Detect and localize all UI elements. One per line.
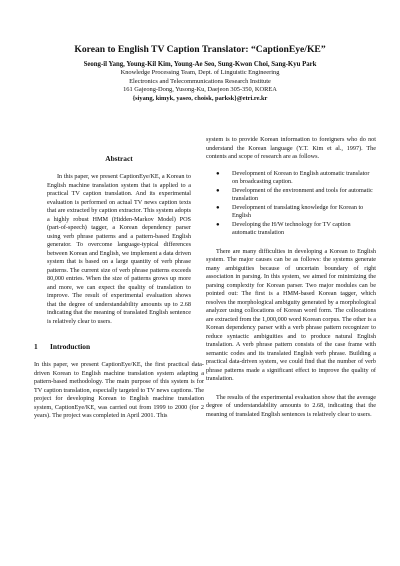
- scope-list: [206, 170, 376, 238]
- results-paragraph: The results of the experimental evaluation show that the average degree of understandability amounts to 2.68, indicating that the meaning of translated English sentences is relatively clear to users.: [206, 393, 376, 418]
- section-title: Introduction: [50, 342, 91, 351]
- list-item: ● Development of translating knowledge for Korean to English: [216, 203, 364, 219]
- bullet-icon: ●: [216, 221, 220, 228]
- bullet-icon: ●: [216, 187, 220, 194]
- introduction-paragraph: In this paper, we present CaptionEye/KE, the first practical data-driven Korean to English machine translation system adapting a pattern-based methodology. The main purpose of this system is for TV caption translation, especially targeted to TV news captions. The project for developing Korean to English machine translation system, CaptionEye/KE, was carried out from 1999 to 2000 (for 2 years). The project was completed in April 2001. This: [34, 361, 204, 419]
- author-emails: {siyang, kimyk, yaseo, choisk, parksk}@etri.re.kr: [132, 94, 268, 102]
- list-item: ● Developing the H/W technology for TV caption automatic translation: [216, 220, 351, 236]
- left-column: [34, 136, 204, 421]
- affiliation-team: Knowledge Processing Team, Dept. of Linguistic Engineering: [120, 69, 280, 76]
- author-list: Seong-il Yang, Young-Kil Kim, Young-Ae Seo, Sung-Kwon Choi, Sang-Kyu Park: [83, 61, 317, 68]
- bullet-icon: ●: [216, 170, 220, 177]
- paper-title: Korean to English TV Caption Translator: “CaptionEye/KE”: [74, 44, 326, 55]
- bullet-icon: ●: [216, 204, 220, 211]
- list-item: ● Development of the environment and tools for automatic translation: [216, 186, 373, 202]
- paper-header: [0, 44, 400, 103]
- affiliation-institute: Electronics and Telecommunications Research Institute: [129, 77, 271, 85]
- scope-paragraph: system is to provide Korean information to foreigners who do not understand the Korean language (Y.T. Kim et al., 1997). The contents and scope of research are as follows.: [206, 136, 376, 160]
- right-column: [206, 136, 376, 419]
- section-heading-introduction: [34, 342, 204, 351]
- difficulties-paragraph: There are many difficulties in developing a Korean to English system. The major causes can be as follows: the systems generate many ambiguities because of uncertain boundary of right association in parsing. In this system, we aimed for minimizing the parsing complexity for Korean parser. Two major modules can be pointed out: The first is a HMM-based Korean tagger, which resolves the morphological ambiguity generated by a morphological analyzer using collocations of Korean word form. The collocations are extracted from the 1,000,000 word Korean corpus. The other is a Korean dependency parser with a verb phrase pattern recognizer to reduce syntactic ambiguities and to produce natural English translation. A verb phrase pattern consists of the case frame with semantic codes and its translated English verb phrase. Building a practical data-driven system, we could find that the number of verb phrase patterns made a significant effect to improve the quality of translation.: [206, 247, 376, 382]
- affiliation-address: 161 Gajeong-Dong, Yusong-Ku, Daejeon 305-350, KOREA: [123, 86, 277, 94]
- abstract-heading: Abstract: [105, 154, 133, 163]
- abstract-text: In this paper, we present CaptionEye/KE, a Korean to English machine translation system that is applied to a practical TV caption translation. And its experimental evaluation is performed on actual TV news caption texts that are extracted by caption extractor. This system adopts a highly robust HMM (Hidden-Markov Model) POS (part-of-speech) tagger, a Korean dependency parser using verb phrase patterns and a pattern-based English generator. To overcome language-typical differences between Korean and English, we implement a data driven system that is based on a large quantity of verb phrase patterns. The current size of verb phrase patterns exceeds 80,000 entries. When the size of patterns grows up more and more, we can expect the quality of translation to improve. The result of experimental evaluation shows that the degree of understandability amounts up to 2.68 indicating that the meaning of translated English sentence is relatively clear to users.: [47, 173, 191, 325]
- list-item: ● Development of Korean to English automatic translator on broadcasting caption.: [216, 169, 370, 185]
- section-number: 1: [34, 342, 38, 351]
